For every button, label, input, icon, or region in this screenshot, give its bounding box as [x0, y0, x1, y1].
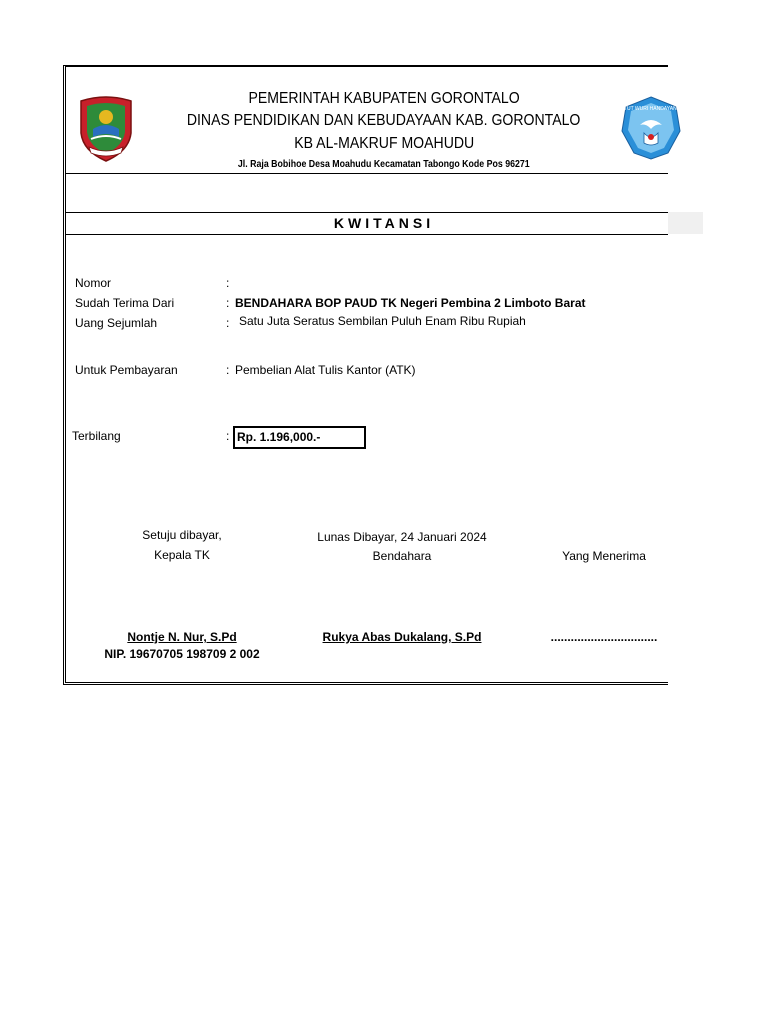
- approval-line: Setuju dibayar,: [142, 528, 222, 542]
- headmaster-title: Kepala TK: [154, 548, 210, 562]
- nomor-colon: :: [226, 276, 230, 290]
- school-header-line: [100, 135, 668, 153]
- agency-header-line: [100, 112, 668, 130]
- receiver-name-blank: ................................: [550, 630, 658, 644]
- address-line: [100, 159, 668, 170]
- terima-value: BENDAHARA BOP PAUD TK Negeri Pembina 2 Limboto Barat: [235, 296, 586, 310]
- bayar-label: Untuk Pembayaran: [75, 363, 178, 377]
- bayar-colon: :: [226, 363, 230, 377]
- address-text: Jl. Raja Bobihoe Desa Moahudu Kecamatan Tabongo Kode Pos 96271: [238, 159, 530, 170]
- treasurer-title: Bendahara: [372, 549, 432, 563]
- uang-colon: :: [226, 316, 230, 330]
- uang-value: Satu Juta Seratus Sembilan Puluh Enam Ribu Rupiah: [239, 314, 526, 328]
- terima-label: Sudah Terima Dari: [75, 296, 175, 310]
- headmaster-nip: NIP. 19670705 198709 2 002: [104, 647, 260, 661]
- uang-label: Uang Sejumlah: [75, 316, 158, 330]
- logo-text: TUT WURI HANDAYANI: [623, 106, 679, 112]
- agency-name: DINAS PENDIDIKAN DAN KEBUDAYAAN KAB. GORONTALO: [187, 112, 581, 129]
- bayar-value: Pembelian Alat Tulis Kantor (ATK): [235, 363, 416, 377]
- nomor-label: Nomor: [75, 276, 112, 290]
- receipt-title: KWITANSI: [333, 215, 435, 231]
- treasurer-name: Rukya Abas Dukalang, S.Pd: [322, 630, 482, 644]
- school-name: KB AL-MAKRUF MOAHUDU: [294, 135, 474, 152]
- header-divider: [65, 173, 668, 174]
- receiver-title: Yang Menerima: [562, 549, 646, 563]
- gov-header-line: [100, 90, 668, 108]
- paid-date-line: Lunas Dibayar, 24 Januari 2024: [317, 530, 487, 544]
- terbilang-colon: :: [226, 429, 230, 443]
- gov-name: PEMERINTAH KABUPATEN GORONTALO: [248, 90, 520, 107]
- terima-colon: :: [226, 296, 230, 310]
- title-bottom-rule: [65, 234, 668, 235]
- title-band: [668, 212, 703, 234]
- amount-box: Rp. 1.196,000.-: [233, 426, 366, 449]
- headmaster-name: Nontje N. Nur, S.Pd: [127, 630, 237, 644]
- terbilang-label: Terbilang: [72, 429, 121, 443]
